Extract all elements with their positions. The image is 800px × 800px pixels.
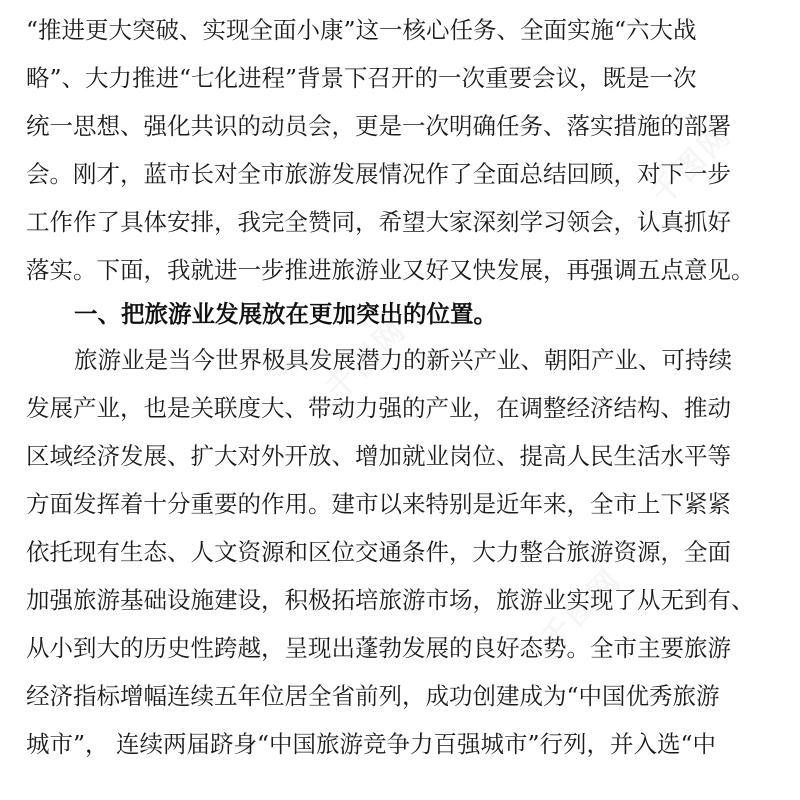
section-heading: 一、把旅游业发展放在更加突出的位置。	[74, 300, 497, 328]
body-text-line: 从小到大的历史性跨越，呈现出蓬勃发展的良好态势。全市主要旅游	[26, 634, 731, 662]
body-text-line: 城市”， 连续两届跻身“中国旅游竞争力百强城市”行列，并入选“中	[26, 730, 717, 758]
body-text-line: 经济指标增幅连续五年位居全省前列，成功创建成为“中国优秀旅游	[26, 682, 720, 710]
body-text-line: 会。刚才，蓝市长对全市旅游发展情况作了全面总结回顾，对下一步	[26, 160, 731, 188]
body-text-line: 旅游业是当今世界极具发展潜力的新兴产业、朝阳产业、可持续	[74, 346, 732, 374]
watermark: 千图网	[319, 312, 415, 407]
body-text-line: 区域经济发展、扩大对外开放、增加就业岗位、提高人民生活水平等	[26, 442, 731, 470]
body-text-line: 落实。下面，我就进一步推进旅游业又好又快发展，再强调五点意见。	[26, 256, 755, 284]
body-text-line: 加强旅游基础设施建设，积极拓培旅游市场，旅游业实现了从无到有、	[26, 586, 755, 614]
body-text-line: 工作作了具体安排，我完全赞同，希望大家深刻学习领会，认真抓好	[26, 208, 731, 236]
body-text-line: 依托现有生态、人文资源和区位交通条件，大力整合旅游资源，全面	[26, 538, 731, 566]
watermark: 千图网	[534, 562, 630, 657]
watermark: 千图网	[644, 117, 740, 212]
body-text-line: 略”、大力推进“七化进程”背景下召开的一次重要会议，既是一次	[26, 64, 697, 92]
body-text-line: 统一思想、强化共识的动员会，更是一次明确任务、落实措施的部署	[26, 112, 731, 140]
body-text-line: “推进更大突破、实现全面小康”这一核心任务、全面实施“六大战	[26, 16, 697, 44]
body-text-line: 发展产业，也是关联度大、带动力强的产业，在调整经济结构、推动	[26, 394, 731, 422]
body-text-line: 方面发挥着十分重要的作用。建市以来特别是近年来，全市上下紧紧	[26, 490, 731, 518]
